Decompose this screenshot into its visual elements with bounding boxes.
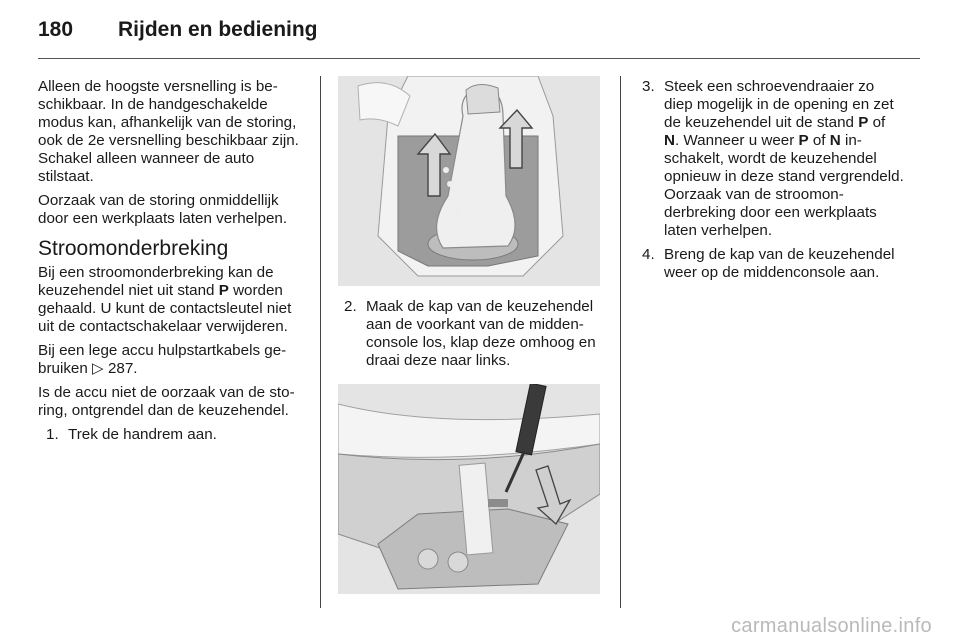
column-middle xyxy=(338,76,602,594)
paragraph-repair-advice: Oorzaak van de storing onmiddellijk door een werkplaats laten verhelpen. xyxy=(38,192,288,227)
gear-lever-drawing xyxy=(338,76,600,286)
list-item-step3: 3. Steek een schroevendraaier zo diep mogelijk in de opening en zet de keuzehendel uit de stand P of N. Wanneer u weer P of N inschakelt, wordt de keuzehendel opnieuw in deze stand vergrendeld. Oorzaak van de stroomonderbreking door een werkplaats laten verhelpen. xyxy=(642,78,904,239)
column-divider-1 xyxy=(320,76,321,608)
paragraph-power-interruption: Bij een stroomonderbreking kan de keuzehendel niet uit stand P worden gehaald. U kunt de contactsleutel niet uit de contactschakelaar verwijderen. xyxy=(38,264,292,335)
screwdriver-drawing xyxy=(338,384,600,594)
list-item-step4: 4. Breng de kap van de keuzehendel weer op de middenconsole aan. xyxy=(642,246,895,281)
gear-p-label: P xyxy=(218,282,229,299)
page-header xyxy=(38,18,928,58)
list-item-step1: 1. Trek de handrem aan. xyxy=(46,426,217,443)
paragraph-gear-availability: Alleen de hoogste versnelling is beschikbaar. In de handgeschakelde modus kan, afhankelijk van de storing, ook de 2e versnelling beschikbaar zijn. Schakel alleen wanneer de auto stilstaat. xyxy=(38,78,299,185)
illustration-gear-lever xyxy=(338,76,600,286)
page-reference-arrow-icon: ▷ xyxy=(92,360,104,377)
column-divider-2 xyxy=(620,76,621,608)
watermark-text: carmanualsonline.info xyxy=(731,615,932,637)
header-rule xyxy=(38,58,920,59)
page-number: 180 xyxy=(38,18,74,41)
paragraph-jump-start: Bij een lege accu hulpstartkabels gebruiken ▷ 287. xyxy=(38,342,287,377)
chapter-title: Rijden en bediening xyxy=(118,18,318,41)
list-item-step2: 2. Maak de kap van de keuzehendel aan de voorkant van de middenconsole los, klap deze omhoog en draai deze naar links. xyxy=(344,298,596,369)
paragraph-unlock-lever: Is de accu niet de oorzaak van de storing, ontgrendel dan de keuzehendel. xyxy=(38,384,295,419)
illustration-screwdriver xyxy=(338,384,600,594)
column-left xyxy=(38,78,304,450)
page-reference-link[interactable]: 287. xyxy=(107,360,138,377)
column-right xyxy=(642,78,904,288)
section-title: Stroomonderbreking xyxy=(38,237,229,260)
